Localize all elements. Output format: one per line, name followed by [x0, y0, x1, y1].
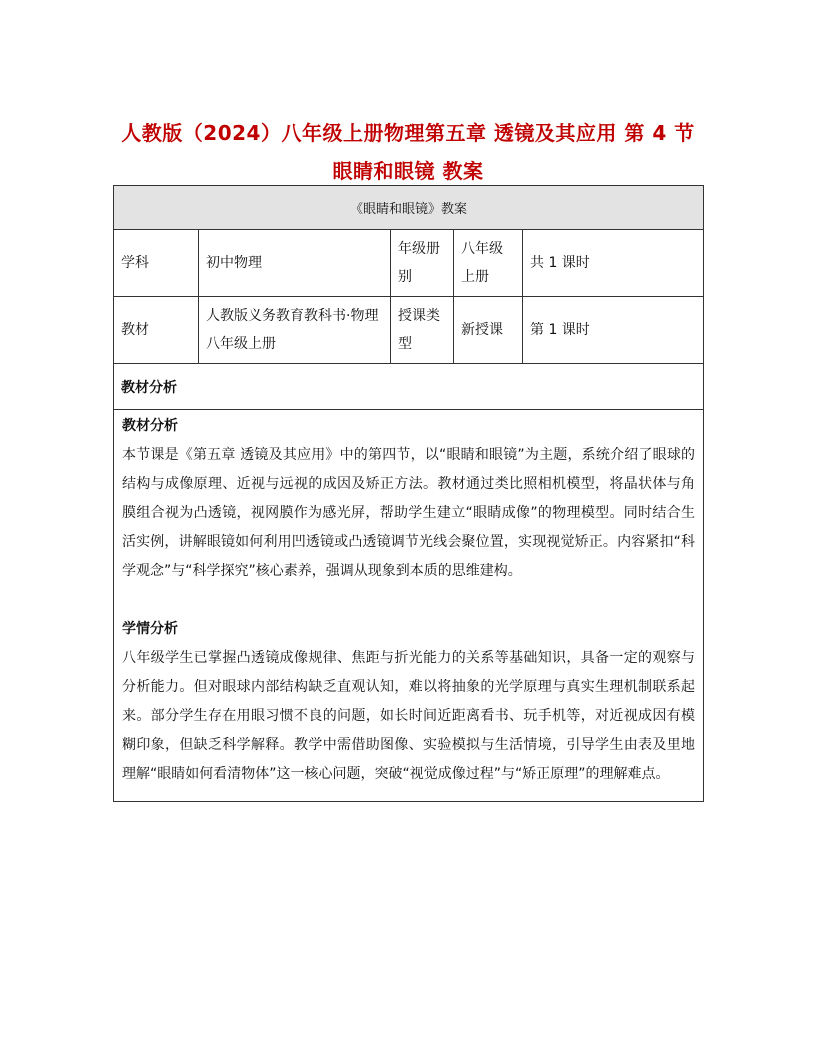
student-analysis-text: 八年级学生已掌握凸透镜成像规律、焦距与折光能力的关系等基础知识，具备一定的观察与分析能力。但对眼球内部结构缺乏直观认知，难以将抽象的光学原理与真实生理机制联系起来。部分学生存在用眼习惯不良的问题，如长时间近距离看书、玩手机等，对近视成因有模糊印象，但缺乏科学解释。教学中需借助图像、实验模拟与生活情境，引导学生由表及里地理解“眼睛如何看清物体”这一核心问题，突破“视觉成像过程”与“矫正原理”的理解难点。 — [122, 650, 696, 782]
textbook-value: 人教版义务教育教科书·物理八年级上册 — [199, 297, 391, 364]
table-row — [114, 297, 704, 364]
student-analysis-title: 学情分析 — [122, 621, 178, 637]
subject-label: 学科 — [114, 230, 199, 297]
lesson-number: 第 1 课时 — [523, 297, 704, 364]
total-hours: 共 1 课时 — [523, 230, 704, 297]
section-title: 教材分析 — [114, 364, 704, 410]
subject-value: 初中物理 — [199, 230, 391, 297]
textbook-label: 教材 — [114, 297, 199, 364]
table-header: 《眼睛和眼镜》教案 — [114, 186, 704, 230]
lesson-type-label: 授课类型 — [391, 297, 454, 364]
grade-label: 年级册别 — [391, 230, 454, 297]
lesson-type-value: 新授课 — [454, 297, 523, 364]
lesson-plan-table — [113, 185, 704, 802]
paragraph-gap — [122, 586, 695, 615]
content-cell — [114, 410, 704, 802]
document-title: 人教版（2024）八年级上册物理第五章 透镜及其应用 第 4 节 眼睛和眼镜 教案 — [121, 121, 695, 183]
analysis-title: 教材分析 — [122, 418, 178, 434]
grade-value: 八年级上册 — [454, 230, 523, 297]
analysis-text: 本节课是《第五章 透镜及其应用》中的第四节，以“眼睛和眼镜”为主题，系统介绍了眼球的结构与成像原理、近视与远视的成因及矫正方法。教材通过类比照相机模型，将晶状体与角膜组合视为凸透镜，视网膜作为感光屏，帮助学生建立“眼睛成像”的物理模型。同时结合生活实例，讲解眼镜如何利用凹透镜或凸透镜调节光线会聚位置，实现视觉矫正。内容紧扣“科学观念”与“科学探究”核心素养，强调从现象到本质的思维建构。 — [122, 447, 696, 579]
table-row — [114, 230, 704, 297]
